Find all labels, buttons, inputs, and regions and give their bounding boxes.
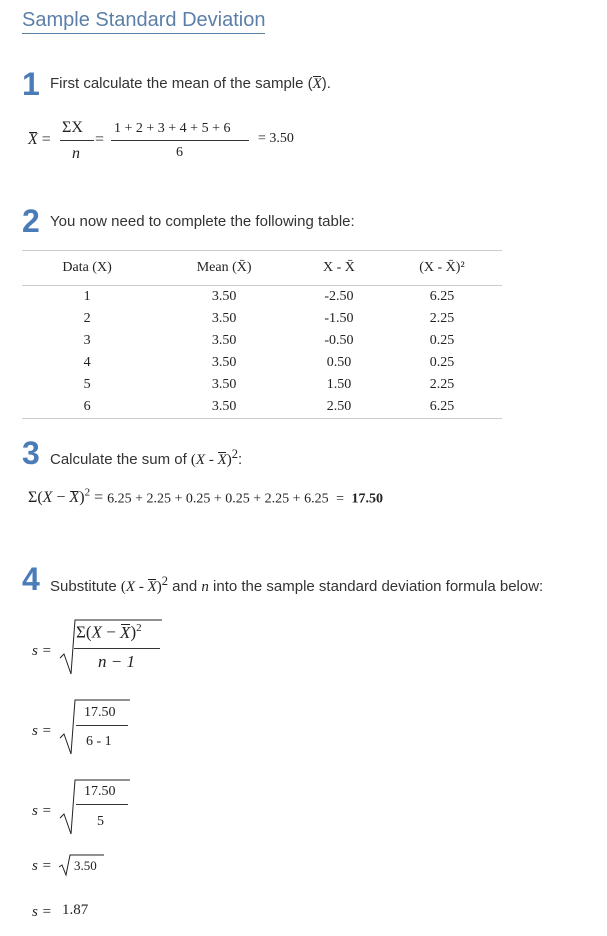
step-4-number: 4: [22, 561, 40, 597]
mean-symbol: X =: [28, 131, 51, 148]
expanded-numerator: 1 + 2 + 3 + 4 + 5 + 6: [114, 121, 231, 136]
cell: 0.50: [326, 355, 352, 370]
table-row: [22, 396, 502, 419]
cell: 3.50: [152, 396, 296, 419]
table-row: [22, 308, 502, 330]
step-4-text-b: and: [167, 578, 202, 595]
fraction-bar: [60, 140, 94, 141]
cell: 0.25: [429, 355, 455, 370]
step-4-text-c: into the sample standard deviation formula below:: [208, 578, 544, 595]
n-symbol: n: [201, 579, 209, 595]
cell: 2: [83, 311, 91, 326]
header-data: Data (X): [22, 251, 152, 286]
step-3-number: 3: [22, 435, 40, 471]
s-label: s =: [32, 643, 52, 659]
header-diff-squared: (X - X̄)²: [382, 251, 502, 286]
cell: 1: [83, 289, 91, 304]
sum-squares-result: 17.50: [351, 491, 383, 507]
step-3-text-start: Calculate the sum of: [50, 451, 191, 468]
cell: 3.50: [211, 289, 237, 304]
cell: -2.50: [324, 289, 354, 304]
final-result: 1.87: [62, 902, 89, 918]
s-label: s =: [32, 904, 52, 920]
diff-squared-symbol: (X - X)$^2$: [190, 447, 238, 468]
table-row: [22, 330, 502, 352]
step-3-text: [50, 445, 242, 469]
mean-result: = 3.50: [258, 131, 294, 146]
cell: 2.50: [296, 396, 382, 419]
table-row: [22, 286, 502, 309]
header-mean: Mean (X̄): [152, 251, 296, 286]
fraction-bar: [111, 140, 249, 141]
formula-numerator: $\Sigma(X - X)^2$: [76, 622, 142, 642]
fraction-bar: [76, 725, 128, 726]
step-1-number: 1: [22, 66, 40, 102]
cell: 6.25: [429, 289, 455, 304]
step-2-number: 2: [22, 203, 40, 239]
fraction-bar: [74, 648, 160, 649]
step-1-text-start: First calculate the mean of the sample (: [50, 75, 313, 92]
sum-squares-equation: $\Sigma(X - X)^2 = 6.25 + 2.25 + 0.25 + 0.25 + 2.25 + 6.25 = 17.50$: [28, 487, 383, 507]
sum-x-numerator: ΣX: [62, 119, 83, 136]
page-title[interactable]: Sample Standard Deviation: [22, 7, 265, 34]
cell: 5: [83, 377, 91, 392]
cell: 3.50: [211, 377, 237, 392]
cell: 2.25: [429, 377, 455, 392]
cell: 3.50: [211, 333, 237, 348]
diff-squared-symbol: (X - X)$^2$: [120, 574, 168, 595]
table-header-row: [22, 251, 502, 286]
sub1-denominator: 6 - 1: [86, 734, 112, 749]
cell: 6: [22, 396, 152, 419]
cell: -0.50: [324, 333, 354, 348]
table-row: [22, 374, 502, 396]
step-3-text-end: :: [238, 451, 243, 468]
cell: 3.50: [211, 311, 237, 326]
cell: 3: [83, 333, 91, 348]
sub1-numerator: 17.50: [84, 705, 116, 720]
s-label: s =: [32, 723, 52, 739]
cell: 2.25: [429, 311, 455, 326]
cell: 3.50: [211, 355, 237, 370]
step-1-text: [50, 75, 331, 93]
cell: 6.25: [382, 396, 502, 419]
step-4-text-a: Substitute: [50, 578, 121, 595]
table-row: [22, 352, 502, 374]
s-label: s =: [32, 803, 52, 819]
cell: 4: [83, 355, 91, 370]
sum-squares-terms: 6.25 + 2.25 + 0.25 + 0.25 + 2.25 + 6.25: [107, 491, 329, 507]
xbar-symbol: X: [312, 76, 322, 92]
header-diff: X - X̄: [296, 251, 382, 286]
s-label: s =: [32, 858, 52, 874]
sub3-value: 3.50: [74, 858, 97, 873]
data-table: [22, 250, 502, 419]
cell: 0.25: [429, 333, 455, 348]
sub2-numerator: 17.50: [84, 784, 116, 799]
cell: 1.50: [326, 377, 352, 392]
formula-denominator: n − 1: [98, 652, 135, 671]
step-1-text-end: ).: [321, 75, 331, 92]
expanded-denominator: 6: [176, 145, 183, 160]
sub2-denominator: 5: [97, 814, 104, 829]
n-denominator: n: [72, 145, 80, 162]
step-4-text: [50, 572, 543, 596]
sum-squares-lhs: $\Sigma(X - X)^2$ =: [28, 487, 104, 507]
equals-sign: =: [95, 131, 105, 148]
cell: -1.50: [324, 311, 354, 326]
step-2-text: You now need to complete the following table:: [50, 213, 355, 230]
fraction-bar: [76, 804, 128, 805]
